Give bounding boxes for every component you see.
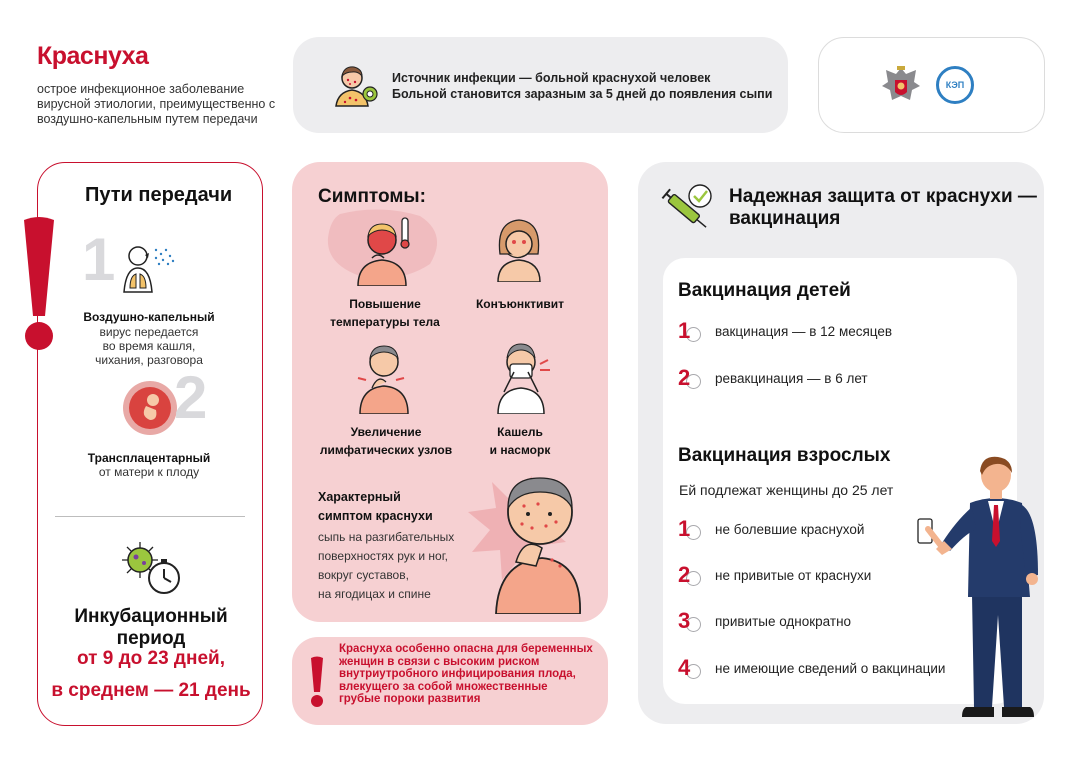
route-description: от матери к плоду xyxy=(98,465,200,479)
route-number: 2 xyxy=(174,364,208,431)
route-name: Трансплацентарный xyxy=(87,451,211,465)
list-item: не имеющие сведений о вакцинации xyxy=(715,661,946,676)
children-vaccination-title: Вакцинация детей xyxy=(678,280,851,301)
characteristic-text-line: поверхностях рук и ног, xyxy=(318,549,448,563)
exclamation-icon xyxy=(22,216,56,352)
list-item: привитые однократно xyxy=(715,614,852,629)
symptom-label-line: лимфатических узлов xyxy=(319,443,453,457)
list-number: 2 xyxy=(678,562,691,587)
cough-person-icon xyxy=(490,338,552,414)
warning-exclamation-icon xyxy=(310,656,324,708)
characteristic-symptom-title xyxy=(318,488,433,526)
page-subtitle: острое инфекционное заболевание вирусной этиологии, преимущественно с воздушно-капельным путем передачи xyxy=(37,82,276,126)
vaccination-title-line: Надежная защита от краснухи — xyxy=(729,186,1037,207)
list-number: 4 xyxy=(678,655,691,680)
warning-line: Краснуха особенно опасна для беременных xyxy=(339,643,593,655)
characteristic-title-line: симптом краснухи xyxy=(318,509,433,523)
route-number: 1 xyxy=(82,226,116,293)
kep-logo: КЭП xyxy=(936,66,974,104)
symptom-label xyxy=(460,423,580,459)
virus-clock-icon xyxy=(118,538,186,598)
contagious-period-line: Больной становится заразным за 5 дней до появления сыпи xyxy=(392,87,773,101)
route-name: Воздушно-капельный xyxy=(83,310,215,324)
infection-source-text xyxy=(392,70,772,102)
warning-line: внутриутробного инфицирования плода, xyxy=(339,668,576,680)
warning-line: влекущего за собой множественные xyxy=(339,680,548,693)
pregnancy-warning-text xyxy=(339,643,593,706)
fetus-icon xyxy=(122,380,178,436)
syringe-icon xyxy=(660,184,714,234)
list-number: 1 xyxy=(678,318,691,343)
list-item: не привитые от краснухи xyxy=(715,568,872,583)
list-item: не болевшие краснухой xyxy=(715,522,865,537)
fever-person-icon xyxy=(352,212,416,286)
route-description xyxy=(74,325,224,367)
list-number: 2 xyxy=(678,365,691,390)
characteristic-title-line: Характерный xyxy=(318,490,401,504)
conjunctivitis-person-icon xyxy=(488,216,550,282)
symptom-label-line: и насморк xyxy=(489,443,551,457)
route-description-line: во время кашля, xyxy=(102,339,196,353)
infection-source-line: Источник инфекции — больной краснухой человек xyxy=(392,71,711,85)
list-item: вакцинация — в 12 месяцев xyxy=(715,324,893,339)
characteristic-text-line: сыпь на разгибательных xyxy=(318,530,455,544)
symptom-label-line: Повышение xyxy=(349,297,421,311)
presenter-man-illustration xyxy=(912,455,1046,727)
logos-card xyxy=(818,37,1045,133)
incubation-title: Инкубационный период xyxy=(74,606,228,649)
symptom-label xyxy=(320,295,450,331)
route-description-line: вирус передается xyxy=(99,325,199,339)
list-number: 3 xyxy=(678,608,691,633)
list-number: 1 xyxy=(678,516,691,541)
warning-line: грубые пороки развития xyxy=(339,693,481,705)
characteristic-symptom-text xyxy=(318,528,454,604)
rospotrebnadzor-emblem-icon xyxy=(880,64,922,108)
warning-line: женщин в связи с высоким риском xyxy=(339,655,540,668)
divider xyxy=(55,516,245,517)
page-title: Краснуха xyxy=(37,42,149,70)
symptom-label-line: Кашель xyxy=(497,425,543,439)
adult-vaccination-title: Вакцинация взрослых xyxy=(678,445,891,466)
airborne-lungs-icon xyxy=(118,244,176,294)
sick-person-icon xyxy=(332,62,380,108)
symptom-label-line: Увеличение xyxy=(350,425,422,439)
adult-vaccination-subtitle: Ей подлежат женщины до 25 лет xyxy=(679,482,894,498)
list-item: ревакцинация — в 6 лет xyxy=(715,371,868,386)
transmission-title: Пути передачи xyxy=(85,184,233,206)
vaccination-title xyxy=(729,186,1037,230)
symptom-label: Конъюнктивит xyxy=(475,297,565,311)
characteristic-text-line: на ягодицах и спине xyxy=(318,587,431,601)
symptoms-title: Симптомы: xyxy=(318,186,426,207)
symptom-label-line: температуры тела xyxy=(330,315,440,329)
rash-person-icon xyxy=(462,462,608,614)
vaccination-title-line: вакцинация xyxy=(729,208,841,229)
characteristic-text-line: вокруг суставов, xyxy=(318,568,409,582)
route-description-line: чихания, разговора xyxy=(95,353,203,367)
incubation-range: от 9 до 23 дней, xyxy=(77,648,225,669)
symptom-label xyxy=(316,423,456,459)
lymph-nodes-person-icon xyxy=(356,338,416,414)
incubation-average: в среднем — 21 день xyxy=(51,680,251,701)
